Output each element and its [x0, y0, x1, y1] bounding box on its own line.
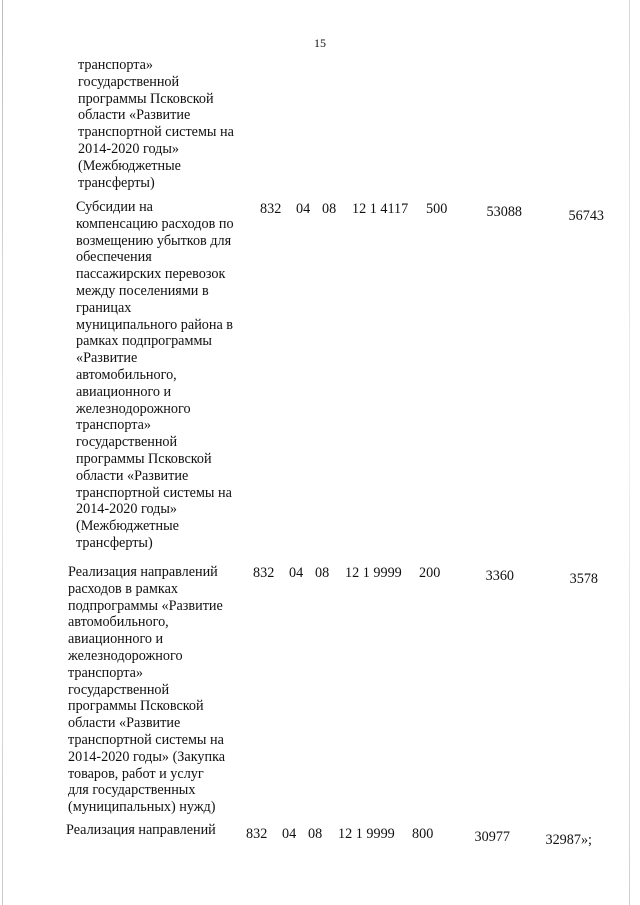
description-line: «Развитие	[76, 350, 138, 367]
description-line: границах	[76, 299, 132, 316]
description-line: авиационного и	[76, 383, 172, 400]
description-line: программы Псковской	[76, 450, 212, 467]
table-row-1-description	[76, 199, 234, 552]
target-item-code: 12 1 9999	[338, 826, 395, 842]
description-line: возмещению убытков для	[76, 232, 232, 249]
expense-type-code: 800	[412, 826, 434, 842]
description-line: транспорта»	[78, 57, 154, 73]
amount-year-2: 32987»;	[545, 832, 592, 848]
table-row-3-description	[66, 822, 216, 839]
description-line: транспорта»	[76, 417, 152, 434]
ministry-code: 832	[253, 565, 275, 581]
scan-edge-right	[629, 0, 630, 905]
subsection-code: 08	[308, 826, 323, 842]
scan-edge-left	[2, 0, 3, 905]
description-line: товаров, работ и услуг	[68, 765, 204, 782]
description-line: государственной	[76, 434, 178, 451]
subsection-code: 08	[315, 565, 330, 581]
ministry-code: 832	[246, 826, 268, 842]
description-line: области «Развитие	[78, 107, 191, 124]
description-line: (Межбюджетные	[76, 518, 179, 535]
section-code: 04	[296, 201, 311, 217]
description-line: железнодорожного	[68, 647, 183, 664]
description-line: автомобильного,	[76, 366, 177, 383]
description-line: Субсидии на	[76, 199, 153, 215]
description-line: для государственных	[68, 782, 196, 799]
page-number: 15	[314, 36, 326, 50]
table-row-2-description	[68, 564, 225, 816]
amount-year-2: 3578	[569, 571, 598, 587]
description-line: транспорта»	[68, 664, 144, 681]
description-line: рамках подпрограммы	[76, 333, 212, 350]
table-row-0-description	[78, 57, 234, 191]
description-line: подпрограммы «Развитие	[68, 597, 223, 614]
description-line: авиационного и	[68, 631, 164, 648]
description-line: Реализация направлений	[66, 822, 216, 838]
expense-type-code: 200	[419, 565, 441, 581]
description-line: государственной	[78, 73, 180, 90]
description-line: транспортной системы на	[68, 731, 224, 748]
description-line: (муниципальных) нужд)	[68, 799, 216, 816]
target-item-code: 12 1 4117	[352, 201, 409, 217]
ministry-code: 832	[260, 201, 282, 217]
subsection-code: 08	[322, 201, 337, 217]
description-line: муниципального района в	[76, 316, 234, 333]
description-line: государственной	[68, 681, 170, 698]
description-line: обеспечения	[76, 249, 152, 266]
description-line: автомобильного,	[68, 614, 169, 631]
amount-year-2: 56743	[568, 208, 604, 224]
description-line: транспортной системы на	[76, 484, 232, 501]
description-line: между поселениями в	[76, 282, 209, 299]
description-line: области «Развитие	[76, 467, 189, 484]
description-line: компенсацию расходов по	[76, 215, 234, 232]
description-line: транспортной системы на	[78, 124, 234, 141]
description-line: Реализация направлений	[68, 564, 218, 580]
description-line: программы Псковской	[78, 90, 214, 107]
description-line: трансферты)	[76, 534, 153, 551]
description-line: (Межбюджетные	[78, 157, 181, 174]
amount-year-1: 30977	[474, 829, 510, 845]
description-line: железнодорожного	[76, 400, 191, 417]
description-line: трансферты)	[78, 174, 155, 191]
amount-year-1: 53088	[486, 204, 522, 220]
section-code: 04	[282, 826, 297, 842]
description-line: 2014-2020 годы»	[76, 501, 178, 518]
description-line: области «Развитие	[68, 715, 181, 732]
section-code: 04	[289, 565, 304, 581]
target-item-code: 12 1 9999	[345, 565, 402, 581]
description-line: 2014-2020 годы» (Закупка	[68, 748, 226, 765]
expense-type-code: 500	[426, 201, 448, 217]
description-line: расходов в рамках	[68, 580, 178, 597]
description-line: пассажирских перевозок	[76, 266, 226, 283]
amount-year-1: 3360	[485, 568, 514, 584]
description-line: программы Псковской	[68, 698, 204, 715]
description-line: 2014-2020 годы»	[78, 140, 180, 157]
